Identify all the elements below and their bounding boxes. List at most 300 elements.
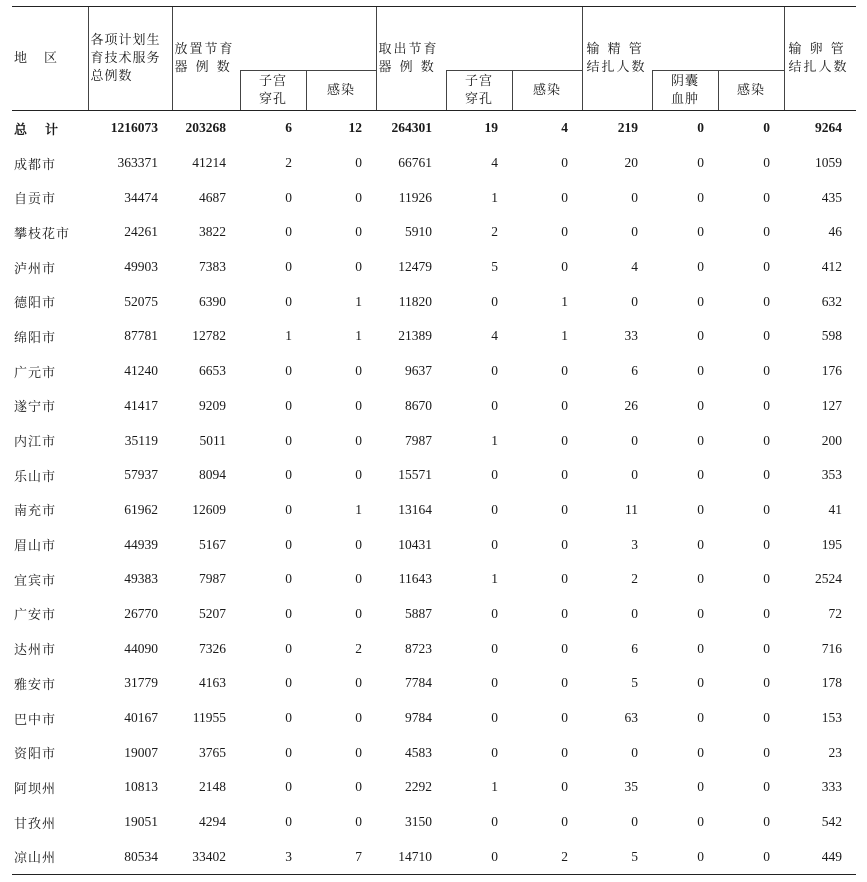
value-cell: 4 <box>491 155 498 171</box>
value-cell: 0 <box>697 710 704 726</box>
value-cell: 11955 <box>192 710 226 726</box>
value-cell: 0 <box>697 432 704 448</box>
value-cell: 0 <box>285 814 292 830</box>
table-row <box>12 493 856 528</box>
value-cell: 57937 <box>124 467 158 483</box>
value-cell: 0 <box>697 744 704 760</box>
value-cell: 52075 <box>124 293 158 309</box>
value-cell: 2148 <box>199 779 226 795</box>
value-cell: 26770 <box>124 605 158 621</box>
value-cell: 0 <box>491 397 498 413</box>
value-cell: 0 <box>697 536 704 552</box>
region-cell: 德阳市 <box>14 296 57 312</box>
value-cell: 4687 <box>199 189 226 205</box>
header-vasectomy: 输 精 管 结扎人数 <box>582 7 652 111</box>
value-cell: 7987 <box>199 571 226 587</box>
value-cell: 0 <box>561 605 568 621</box>
value-cell: 44090 <box>124 640 158 656</box>
value-cell: 3822 <box>199 224 226 240</box>
value-cell: 0 <box>763 779 770 795</box>
table-row <box>12 354 856 389</box>
value-cell: 4 <box>491 328 498 344</box>
value-cell: 219 <box>617 120 638 136</box>
value-cell: 0 <box>491 363 498 379</box>
value-cell: 13164 <box>398 501 432 517</box>
value-cell: 0 <box>697 467 704 483</box>
value-cell: 12782 <box>192 328 226 344</box>
region-cell: 达州市 <box>14 643 57 659</box>
table-row <box>12 180 856 215</box>
value-cell: 7 <box>306 839 376 874</box>
table-row <box>12 666 856 701</box>
value-cell: 87781 <box>124 328 158 344</box>
value-cell: 0 <box>763 675 770 691</box>
value-cell: 72 <box>828 605 842 621</box>
value-cell: 264301 <box>391 120 432 136</box>
value-cell: 0 <box>763 605 770 621</box>
value-cell: 0 <box>285 536 292 552</box>
value-cell: 7987 <box>405 432 432 448</box>
value-cell: 8723 <box>405 640 432 656</box>
table-row <box>12 215 856 250</box>
value-cell: 2 <box>285 155 292 171</box>
value-cell: 5167 <box>199 536 226 552</box>
value-cell: 41417 <box>124 397 158 413</box>
value-cell: 0 <box>763 467 770 483</box>
value-cell: 0 <box>491 814 498 830</box>
value-cell: 41 <box>828 501 842 517</box>
value-cell: 5 <box>491 259 498 275</box>
value-cell: 0 <box>763 224 770 240</box>
value-cell: 7383 <box>199 259 226 275</box>
value-cell: 0 <box>631 432 638 448</box>
table-row <box>12 423 856 458</box>
value-cell: 0 <box>631 224 638 240</box>
value-cell: 449 <box>784 839 856 874</box>
table-row <box>12 735 856 770</box>
region-cell: 总 计 <box>14 122 59 138</box>
value-cell: 26 <box>624 397 638 413</box>
value-cell: 0 <box>285 432 292 448</box>
value-cell: 2 <box>631 571 638 587</box>
region-cell: 绵阳市 <box>14 330 57 346</box>
value-cell: 3 <box>631 536 638 552</box>
value-cell: 6653 <box>199 363 226 379</box>
value-cell: 1 <box>285 328 292 344</box>
value-cell: 0 <box>697 328 704 344</box>
value-cell: 716 <box>821 640 842 656</box>
header-remove-iud: 取出节育 器 例 数 <box>376 7 446 111</box>
value-cell: 33402 <box>172 839 240 874</box>
value-cell: 0 <box>763 397 770 413</box>
value-cell: 0 <box>355 536 362 552</box>
value-cell: 0 <box>285 293 292 309</box>
value-cell: 12 <box>348 120 362 136</box>
value-cell: 0 <box>355 432 362 448</box>
value-cell: 8670 <box>405 397 432 413</box>
value-cell: 3 <box>240 839 306 874</box>
value-cell: 10431 <box>398 536 432 552</box>
value-cell: 61962 <box>124 501 158 517</box>
value-cell: 363371 <box>117 155 158 171</box>
value-cell: 0 <box>697 571 704 587</box>
value-cell: 9637 <box>405 363 432 379</box>
value-cell: 0 <box>561 189 568 205</box>
value-cell: 4163 <box>199 675 226 691</box>
value-cell: 1 <box>355 328 362 344</box>
value-cell: 0 <box>697 675 704 691</box>
value-cell: 40167 <box>124 710 158 726</box>
value-cell: 0 <box>285 710 292 726</box>
header-vasectomy-complications <box>652 7 784 71</box>
value-cell: 31779 <box>124 675 158 691</box>
value-cell: 24261 <box>124 224 158 240</box>
header-infection-1: 感染 <box>306 71 376 111</box>
value-cell: 66761 <box>398 155 432 171</box>
header-remove-iud-complications <box>446 7 582 71</box>
region-cell: 眉山市 <box>14 539 57 555</box>
region-cell: 泸州市 <box>14 261 57 277</box>
value-cell: 19051 <box>124 814 158 830</box>
value-cell: 10813 <box>124 779 158 795</box>
value-cell: 0 <box>491 467 498 483</box>
value-cell: 0 <box>491 744 498 760</box>
value-cell: 0 <box>763 536 770 552</box>
value-cell: 0 <box>355 224 362 240</box>
value-cell: 3150 <box>405 814 432 830</box>
table-row <box>12 250 856 285</box>
table-row <box>12 839 856 874</box>
value-cell: 1 <box>491 432 498 448</box>
header-total-services: 各项计划生 育技术服务 总例数 <box>88 7 172 111</box>
value-cell: 35 <box>624 779 638 795</box>
value-cell: 4583 <box>405 744 432 760</box>
value-cell: 176 <box>821 363 842 379</box>
value-cell: 0 <box>285 779 292 795</box>
value-cell: 0 <box>355 467 362 483</box>
value-cell: 41214 <box>192 155 226 171</box>
value-cell: 0 <box>285 189 292 205</box>
value-cell: 203268 <box>185 120 226 136</box>
value-cell: 0 <box>561 397 568 413</box>
value-cell: 0 <box>652 839 718 874</box>
value-cell: 0 <box>697 259 704 275</box>
value-cell: 0 <box>631 605 638 621</box>
value-cell: 1 <box>561 328 568 344</box>
value-cell: 0 <box>561 744 568 760</box>
value-cell: 11820 <box>398 293 432 309</box>
value-cell: 0 <box>285 571 292 587</box>
value-cell: 1059 <box>815 155 842 171</box>
value-cell: 598 <box>821 328 842 344</box>
value-cell: 0 <box>285 744 292 760</box>
value-cell: 0 <box>285 224 292 240</box>
value-cell: 0 <box>763 710 770 726</box>
value-cell: 0 <box>355 605 362 621</box>
value-cell: 6390 <box>199 293 226 309</box>
value-cell: 1 <box>491 779 498 795</box>
value-cell: 542 <box>821 814 842 830</box>
table-row <box>12 527 856 562</box>
value-cell: 9209 <box>199 397 226 413</box>
value-cell: 49383 <box>124 571 158 587</box>
table-row <box>12 389 856 424</box>
value-cell: 2524 <box>815 571 842 587</box>
value-cell: 0 <box>355 675 362 691</box>
value-cell: 0 <box>631 293 638 309</box>
value-cell: 4 <box>631 259 638 275</box>
value-cell: 0 <box>355 363 362 379</box>
header-scrotal-hematoma: 阴囊 血肿 <box>652 71 718 111</box>
value-cell: 0 <box>561 155 568 171</box>
value-cell: 0 <box>697 779 704 795</box>
header-tubal-ligation: 输 卵 管 结扎人数 <box>784 7 856 111</box>
value-cell: 7326 <box>199 640 226 656</box>
value-cell: 2 <box>355 640 362 656</box>
value-cell: 153 <box>821 710 842 726</box>
table-row <box>12 146 856 181</box>
value-cell: 0 <box>763 328 770 344</box>
value-cell: 0 <box>631 189 638 205</box>
value-cell: 333 <box>821 779 842 795</box>
value-cell: 0 <box>697 293 704 309</box>
value-cell: 0 <box>491 605 498 621</box>
value-cell: 0 <box>561 536 568 552</box>
value-cell: 0 <box>561 814 568 830</box>
value-cell: 1 <box>355 293 362 309</box>
value-cell: 2 <box>512 839 582 874</box>
value-cell: 6 <box>631 363 638 379</box>
header-insert-iud: 放置节育 器 例 数 <box>172 7 240 111</box>
value-cell: 0 <box>355 259 362 275</box>
header-infection-2: 感染 <box>512 71 582 111</box>
value-cell: 21389 <box>398 328 432 344</box>
value-cell: 0 <box>561 432 568 448</box>
value-cell: 0 <box>631 467 638 483</box>
value-cell: 44939 <box>124 536 158 552</box>
header-row-top <box>12 7 856 71</box>
value-cell: 0 <box>697 397 704 413</box>
value-cell: 0 <box>561 675 568 691</box>
value-cell: 0 <box>561 571 568 587</box>
value-cell: 127 <box>821 397 842 413</box>
value-cell: 12479 <box>398 259 432 275</box>
value-cell: 1 <box>561 293 568 309</box>
region-cell: 攀枝花市 <box>14 226 71 242</box>
value-cell: 0 <box>355 397 362 413</box>
value-cell: 20 <box>624 155 638 171</box>
value-cell: 0 <box>561 501 568 517</box>
region-cell: 广安市 <box>14 608 57 624</box>
header-uterine-perforation-1: 子宫 穿孔 <box>240 71 306 111</box>
value-cell: 0 <box>285 467 292 483</box>
region-cell: 凉山州 <box>12 839 88 874</box>
region-cell: 巴中市 <box>14 712 57 728</box>
value-cell: 0 <box>763 501 770 517</box>
value-cell: 0 <box>491 640 498 656</box>
value-cell: 0 <box>285 501 292 517</box>
region-cell: 南充市 <box>14 504 57 520</box>
value-cell: 15571 <box>398 467 432 483</box>
value-cell: 0 <box>763 814 770 830</box>
value-cell: 19 <box>484 120 498 136</box>
table-row <box>12 284 856 319</box>
table-row <box>12 562 856 597</box>
value-cell: 7784 <box>405 675 432 691</box>
value-cell: 0 <box>285 397 292 413</box>
value-cell: 1 <box>355 501 362 517</box>
value-cell: 0 <box>355 814 362 830</box>
value-cell: 0 <box>697 189 704 205</box>
value-cell: 35119 <box>124 432 158 448</box>
value-cell: 0 <box>285 605 292 621</box>
value-cell: 0 <box>561 779 568 795</box>
value-cell: 0 <box>355 779 362 795</box>
value-cell: 2292 <box>405 779 432 795</box>
value-cell: 0 <box>697 363 704 379</box>
value-cell: 0 <box>355 710 362 726</box>
value-cell: 195 <box>821 536 842 552</box>
value-cell: 0 <box>763 432 770 448</box>
value-cell: 0 <box>763 571 770 587</box>
value-cell: 0 <box>697 155 704 171</box>
value-cell: 9784 <box>405 710 432 726</box>
value-cell: 5 <box>631 675 638 691</box>
value-cell: 3765 <box>199 744 226 760</box>
table-row <box>12 770 856 805</box>
value-cell: 4 <box>561 120 568 136</box>
table-row <box>12 631 856 666</box>
value-cell: 34474 <box>124 189 158 205</box>
header-uterine-perforation-2: 子宫 穿孔 <box>446 71 512 111</box>
value-cell: 11926 <box>398 189 432 205</box>
value-cell: 0 <box>285 363 292 379</box>
value-cell: 41240 <box>124 363 158 379</box>
value-cell: 12609 <box>192 501 226 517</box>
header-region: 地 区 <box>12 7 88 111</box>
table-row <box>12 319 856 354</box>
value-cell: 0 <box>491 501 498 517</box>
value-cell: 14710 <box>376 839 446 874</box>
value-cell: 0 <box>631 744 638 760</box>
value-cell: 0 <box>285 675 292 691</box>
value-cell: 2 <box>491 224 498 240</box>
value-cell: 80534 <box>88 839 172 874</box>
region-cell: 自贡市 <box>14 192 57 208</box>
region-cell: 宜宾市 <box>14 573 57 589</box>
header-infection-3: 感染 <box>718 71 784 111</box>
region-cell: 乐山市 <box>14 469 57 485</box>
value-cell: 5887 <box>405 605 432 621</box>
value-cell: 0 <box>697 640 704 656</box>
region-cell: 成都市 <box>14 157 57 173</box>
header-insert-iud-complications <box>240 7 376 71</box>
table-row <box>12 805 856 840</box>
value-cell: 0 <box>697 501 704 517</box>
value-cell: 1 <box>491 189 498 205</box>
value-cell: 412 <box>821 259 842 275</box>
table-row <box>12 597 856 632</box>
value-cell: 435 <box>821 189 842 205</box>
table-row <box>12 458 856 493</box>
value-cell: 5 <box>582 839 652 874</box>
value-cell: 0 <box>355 155 362 171</box>
value-cell: 632 <box>821 293 842 309</box>
value-cell: 11643 <box>398 571 432 587</box>
value-cell: 0 <box>763 293 770 309</box>
value-cell: 63 <box>624 710 638 726</box>
value-cell: 11 <box>625 501 638 517</box>
value-cell: 0 <box>697 224 704 240</box>
value-cell: 0 <box>631 814 638 830</box>
value-cell: 0 <box>561 467 568 483</box>
value-cell: 0 <box>446 839 512 874</box>
value-cell: 0 <box>561 259 568 275</box>
value-cell: 0 <box>763 363 770 379</box>
value-cell: 0 <box>355 189 362 205</box>
region-cell: 资阳市 <box>14 747 57 763</box>
value-cell: 0 <box>697 605 704 621</box>
value-cell: 0 <box>697 120 704 136</box>
value-cell: 0 <box>491 536 498 552</box>
value-cell: 23 <box>828 744 842 760</box>
value-cell: 9264 <box>815 120 842 136</box>
value-cell: 0 <box>561 710 568 726</box>
table-body <box>12 111 856 875</box>
value-cell: 19007 <box>124 744 158 760</box>
value-cell: 8094 <box>199 467 226 483</box>
value-cell: 33 <box>624 328 638 344</box>
table-row-total <box>12 111 856 146</box>
value-cell: 0 <box>285 640 292 656</box>
value-cell: 5011 <box>199 432 226 448</box>
value-cell: 200 <box>821 432 842 448</box>
value-cell: 5910 <box>405 224 432 240</box>
value-cell: 5207 <box>199 605 226 621</box>
value-cell: 0 <box>491 710 498 726</box>
family-planning-statistics-table <box>12 6 856 875</box>
value-cell: 6 <box>285 120 292 136</box>
value-cell: 0 <box>285 259 292 275</box>
value-cell: 1 <box>491 571 498 587</box>
value-cell: 0 <box>763 155 770 171</box>
region-cell: 内江市 <box>14 435 57 451</box>
region-cell: 广元市 <box>14 365 57 381</box>
region-cell: 遂宁市 <box>14 400 57 416</box>
region-cell: 雅安市 <box>14 677 57 693</box>
value-cell: 0 <box>491 675 498 691</box>
value-cell: 353 <box>821 467 842 483</box>
value-cell: 0 <box>763 259 770 275</box>
value-cell: 0 <box>763 640 770 656</box>
value-cell: 0 <box>763 744 770 760</box>
value-cell: 0 <box>718 839 784 874</box>
value-cell: 6 <box>631 640 638 656</box>
table-row <box>12 701 856 736</box>
value-cell: 178 <box>821 675 842 691</box>
value-cell: 46 <box>828 224 842 240</box>
value-cell: 49903 <box>124 259 158 275</box>
value-cell: 0 <box>355 571 362 587</box>
value-cell: 4294 <box>199 814 226 830</box>
value-cell: 0 <box>561 640 568 656</box>
value-cell: 0 <box>561 224 568 240</box>
value-cell: 0 <box>763 189 770 205</box>
value-cell: 0 <box>561 363 568 379</box>
value-cell: 1216073 <box>110 120 158 136</box>
value-cell: 0 <box>697 814 704 830</box>
region-cell: 阿坝州 <box>14 781 57 797</box>
